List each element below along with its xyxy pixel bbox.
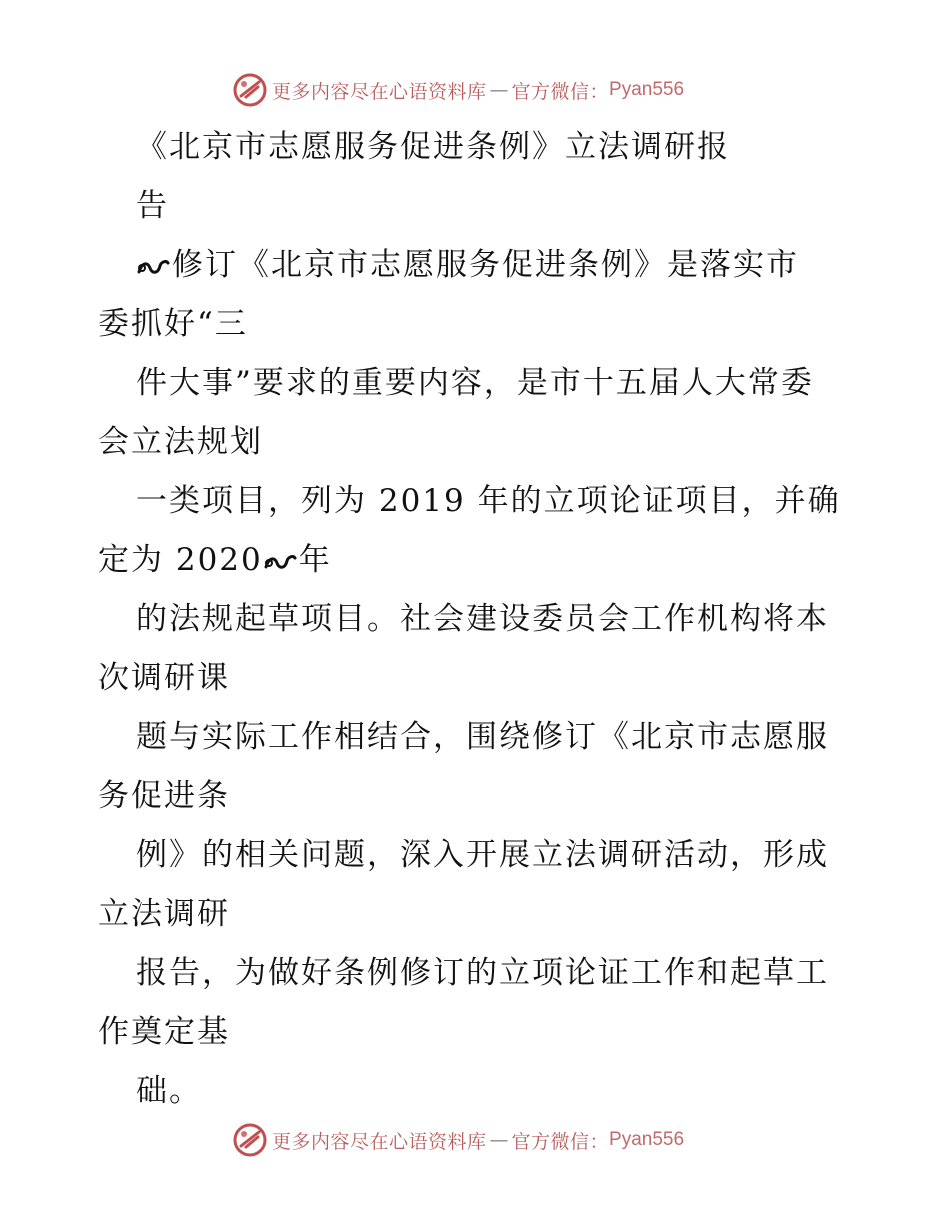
banner-text: 更多内容尽在心语资料库: [272, 80, 487, 103]
text-line: 次调研课: [98, 660, 230, 696]
text-segment: 年: [298, 542, 332, 578]
logo-icon: [232, 72, 268, 108]
text-segment: 修订《北京市志愿服务促进条例》是落实市: [172, 247, 799, 283]
text-line: [98, 236, 858, 295]
text-segment: 定为 2020: [98, 542, 263, 578]
text-line: [98, 531, 858, 590]
text-line: 作奠定基: [98, 1014, 230, 1050]
ornament-glyph-icon: [263, 549, 297, 573]
header-banner: [232, 70, 684, 110]
banner-text: 更多内容尽在心语资料库: [272, 1130, 487, 1153]
banner-contact-id: Pyan556: [609, 1129, 685, 1150]
text-line: 委抓好“三: [98, 306, 248, 342]
text-line: 的法规起草项目。社会建设委员会工作机构将本: [136, 601, 829, 637]
text-line: 础。: [136, 1073, 202, 1109]
text-line: 题与实际工作相结合，围绕修订《北京市志愿服: [136, 719, 829, 755]
banner-separator: —: [489, 79, 509, 101]
banner-contact-label: 官方微信：: [511, 80, 610, 103]
footer-banner: [232, 1120, 684, 1160]
document-title-line-2: 告: [136, 188, 169, 224]
banner-contact-id: Pyan556: [609, 79, 685, 100]
logo-icon: [232, 1122, 268, 1158]
text-line: 务促进条: [98, 778, 230, 814]
document-body: [98, 118, 858, 1121]
document-title-line-1: 《北京市志愿服务促进条例》立法调研报: [136, 129, 730, 165]
text-line: 一类项目，列为 2019 年的立项论证项目，并确: [136, 483, 841, 519]
text-line: 报告，为做好条例修订的立项论证工作和起草工: [136, 955, 829, 991]
text-line: 会立法规划: [98, 424, 263, 460]
text-line: 立法调研: [98, 896, 230, 932]
banner-contact-label: 官方微信：: [511, 1130, 610, 1153]
banner-separator: —: [489, 1129, 509, 1151]
text-line: 例》的相关问题，深入开展立法调研活动，形成: [136, 837, 829, 873]
text-line: 件大事”要求的重要内容，是市十五届人大常委: [136, 365, 814, 401]
ornament-glyph-icon: [136, 254, 170, 278]
